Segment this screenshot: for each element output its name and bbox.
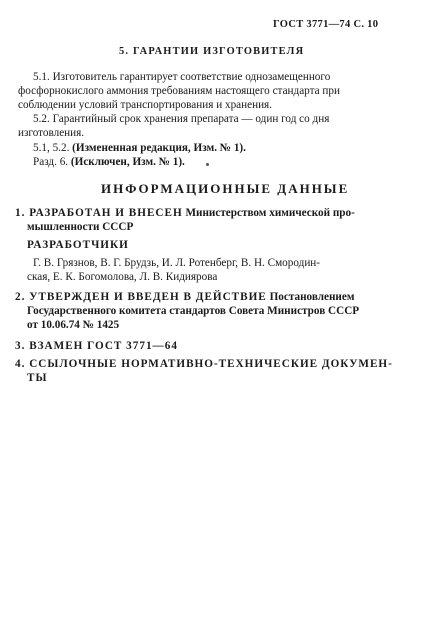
excluded-note-text: (Исключен, Изм. № 1). xyxy=(70,156,185,168)
item-2-line-3: от 10.06.74 № 1425 xyxy=(27,319,120,331)
section-5-title: 5. ГАРАНТИИ ИЗГОТОВИТЕЛЯ xyxy=(119,46,305,57)
developers-line-2: ская, Е. К. Богомолова, Л. В. Кидиярова xyxy=(27,271,218,283)
item-1-line-1 xyxy=(15,207,355,220)
para-5-2-line-2: изготовления. xyxy=(18,127,85,139)
item-2-line-1 xyxy=(15,291,354,304)
item-4-line-1: 4. ССЫЛОЧНЫЕ НОРМАТИВНО-ТЕХНИЧЕСКИЕ ДОКУМЕН- xyxy=(15,358,393,370)
excluded-note xyxy=(33,156,185,169)
item-2-line-2: Государственного комитета стандартов Совета Министров СССР xyxy=(27,305,360,317)
page-header: ГОСТ 3771—74 С. 10 xyxy=(273,19,379,30)
excluded-note-num: Разд. 6. xyxy=(33,156,69,168)
info-title: ИНФОРМАЦИОННЫЕ ДАННЫЕ xyxy=(101,181,350,196)
edit-note-num: 5.1, 5.2. xyxy=(33,142,70,154)
item-1-lead: 1. РАЗРАБОТАН И ВНЕСЕН xyxy=(15,207,183,219)
developers-title: РАЗРАБОТЧИКИ xyxy=(27,239,129,251)
developers-line-1: Г. В. Грязнов, В. Г. Брудзь, И. Л. Ротенберг, В. Н. Смородин- xyxy=(33,257,321,269)
edit-note xyxy=(33,142,246,155)
item-2-lead: 2. УТВЕРЖДЕН И ВВЕДЕН В ДЕЙСТВИЕ xyxy=(15,291,267,303)
print-speck xyxy=(206,163,209,166)
edit-note-text: (Измененная редакция, Изм. № 1). xyxy=(72,142,246,154)
para-5-1-line-1: 5.1. Изготовитель гарантирует соответствие однозамещенного xyxy=(33,71,331,83)
item-2-rest: Постановлением xyxy=(269,291,355,303)
item-1-rest: Министерством химической про- xyxy=(185,207,355,219)
item-1-line-2: мышленности СССР xyxy=(27,221,134,233)
para-5-1-line-2: фосфорнокислого аммония требованиям настоящего стандарта при xyxy=(18,85,340,97)
para-5-1-line-3: соблюдении условий транспортирования и хранения. xyxy=(18,99,273,111)
item-4-line-2: ТЫ xyxy=(27,372,48,384)
para-5-2-line-1: 5.2. Гарантийный срок хранения препарата — один год со дня xyxy=(33,113,330,125)
item-3: 3. ВЗАМЕН ГОСТ 3771—64 xyxy=(15,340,178,352)
